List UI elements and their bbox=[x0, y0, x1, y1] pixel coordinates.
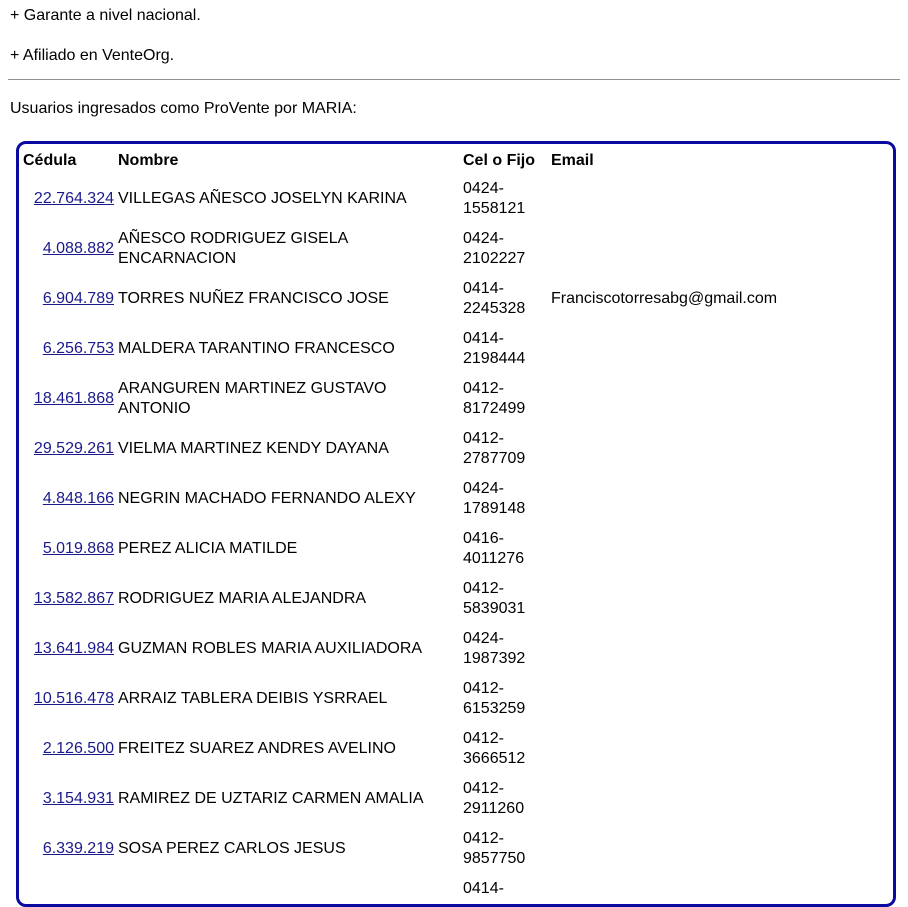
email-cell bbox=[549, 524, 891, 574]
nombre-cell: FREITEZ SUAREZ ANDRES AVELINO bbox=[118, 740, 396, 757]
phone-cell: 0424-2102227 bbox=[463, 230, 526, 267]
cedula-cell bbox=[21, 524, 116, 574]
users-table bbox=[21, 144, 891, 904]
intro-line-afiliado: + Afiliado en VenteOrg. bbox=[10, 47, 175, 64]
table-row bbox=[21, 774, 891, 824]
phone-cell: 0414-2198444 bbox=[463, 330, 526, 367]
cedula-cell bbox=[21, 424, 116, 474]
cedula-link[interactable]: 2.126.500 bbox=[42, 740, 114, 757]
cedula-cell bbox=[21, 724, 116, 774]
nombre-cell: AÑESCO RODRIGUEZ GISELA ENCARNACION bbox=[118, 230, 348, 267]
nombre-cell: PEREZ ALICIA MATILDE bbox=[118, 540, 298, 557]
table-row bbox=[21, 624, 891, 674]
phone-cell: 0412-5839031 bbox=[463, 580, 526, 617]
cedula-link[interactable]: 18.461.868 bbox=[33, 390, 114, 407]
cedula-link[interactable]: 6.904.789 bbox=[42, 290, 114, 307]
email-cell bbox=[549, 424, 891, 474]
table-row bbox=[21, 274, 891, 324]
phone-cell: 0424-1789148 bbox=[463, 480, 526, 517]
table-row bbox=[21, 724, 891, 774]
cedula-link[interactable]: 10.516.478 bbox=[33, 690, 114, 707]
nombre-cell: MALDERA TARANTINO FRANCESCO bbox=[118, 340, 395, 357]
email-cell bbox=[549, 174, 891, 224]
col-header-nombre: Nombre bbox=[118, 152, 179, 169]
table-row bbox=[21, 424, 891, 474]
col-header-email: Email bbox=[551, 152, 594, 169]
table-row bbox=[21, 174, 891, 224]
users-table-body bbox=[21, 174, 891, 904]
email-cell bbox=[549, 624, 891, 674]
col-header-cel-o-fijo: Cel o Fijo bbox=[463, 152, 535, 169]
table-row bbox=[21, 224, 891, 274]
table-row bbox=[21, 474, 891, 524]
nombre-cell: RAMIREZ DE UZTARIZ CARMEN AMALIA bbox=[118, 790, 424, 807]
cedula-cell bbox=[21, 574, 116, 624]
table-row bbox=[21, 374, 891, 424]
nombre-cell: GUZMAN ROBLES MARIA AUXILIADORA bbox=[118, 640, 423, 657]
email-cell: Franciscotorresabg@gmail.com bbox=[551, 290, 778, 307]
cedula-cell bbox=[21, 374, 116, 424]
phone-cell: 0412-2787709 bbox=[463, 430, 526, 467]
email-cell bbox=[549, 824, 891, 874]
email-cell bbox=[549, 774, 891, 824]
email-cell bbox=[549, 874, 891, 904]
cedula-cell bbox=[21, 874, 116, 904]
phone-cell: 0424-1558121 bbox=[463, 180, 526, 217]
header-row bbox=[21, 144, 891, 174]
nombre-cell: ARANGUREN MARTINEZ GUSTAVO ANTONIO bbox=[118, 380, 387, 417]
cedula-cell bbox=[21, 474, 116, 524]
users-table-frame bbox=[16, 141, 896, 907]
phone-cell: 0414-2245328 bbox=[463, 280, 526, 317]
nombre-cell: VIELMA MARTINEZ KENDY DAYANA bbox=[118, 440, 389, 457]
phone-cell: 0412-2911260 bbox=[463, 780, 525, 817]
users-table-head bbox=[21, 144, 891, 174]
phone-cell: 0414- bbox=[463, 880, 504, 897]
cedula-cell bbox=[21, 224, 116, 274]
cedula-cell bbox=[21, 624, 116, 674]
table-row bbox=[21, 574, 891, 624]
cedula-link[interactable]: 5.019.868 bbox=[42, 540, 114, 557]
phone-cell: 0424-1987392 bbox=[463, 630, 526, 667]
cedula-link[interactable]: 4.848.166 bbox=[42, 490, 114, 507]
table-row bbox=[21, 524, 891, 574]
phone-cell: 0412-6153259 bbox=[463, 680, 526, 717]
phone-cell: 0412-9857750 bbox=[463, 830, 526, 867]
cedula-link[interactable]: 6.339.219 bbox=[42, 840, 114, 857]
nombre-cell bbox=[116, 874, 461, 904]
email-cell bbox=[549, 724, 891, 774]
nombre-cell: SOSA PEREZ CARLOS JESUS bbox=[118, 840, 346, 857]
phone-cell: 0416-4011276 bbox=[463, 530, 525, 567]
phone-cell: 0412-3666512 bbox=[463, 730, 526, 767]
cedula-link[interactable]: 3.154.931 bbox=[42, 790, 114, 807]
col-header-cedula: Cédula bbox=[23, 152, 77, 169]
email-cell bbox=[549, 374, 891, 424]
table-row bbox=[21, 874, 891, 904]
cedula-link[interactable]: 13.641.984 bbox=[33, 640, 114, 657]
section-title: Usuarios ingresados como ProVente por MARIA: bbox=[10, 100, 357, 117]
phone-cell: 0412-8172499 bbox=[463, 380, 526, 417]
nombre-cell: RODRIGUEZ MARIA ALEJANDRA bbox=[118, 590, 367, 607]
table-row bbox=[21, 674, 891, 724]
email-cell bbox=[549, 674, 891, 724]
cedula-cell bbox=[21, 324, 116, 374]
nombre-cell: TORRES NUÑEZ FRANCISCO JOSE bbox=[118, 290, 389, 307]
cedula-link[interactable]: 22.764.324 bbox=[33, 190, 114, 207]
cedula-link[interactable]: 4.088.882 bbox=[42, 240, 114, 257]
nombre-cell: NEGRIN MACHADO FERNANDO ALEXY bbox=[118, 490, 416, 507]
cedula-link[interactable]: 6.256.753 bbox=[42, 340, 114, 357]
cedula-cell bbox=[21, 174, 116, 224]
cedula-cell bbox=[21, 674, 116, 724]
intro-line-garante: + Garante a nivel nacional. bbox=[10, 7, 201, 24]
divider bbox=[8, 79, 900, 80]
email-cell bbox=[549, 574, 891, 624]
email-cell bbox=[549, 324, 891, 374]
cedula-link[interactable]: 29.529.261 bbox=[33, 440, 114, 457]
cedula-cell bbox=[21, 274, 116, 324]
cedula-cell bbox=[21, 774, 116, 824]
cedula-link[interactable]: 13.582.867 bbox=[33, 590, 114, 607]
table-row bbox=[21, 824, 891, 874]
table-row bbox=[21, 324, 891, 374]
nombre-cell: VILLEGAS AÑESCO JOSELYN KARINA bbox=[118, 190, 407, 207]
cedula-cell bbox=[21, 824, 116, 874]
email-cell bbox=[549, 224, 891, 274]
email-cell bbox=[549, 474, 891, 524]
nombre-cell: ARRAIZ TABLERA DEIBIS YSRRAEL bbox=[118, 690, 388, 707]
